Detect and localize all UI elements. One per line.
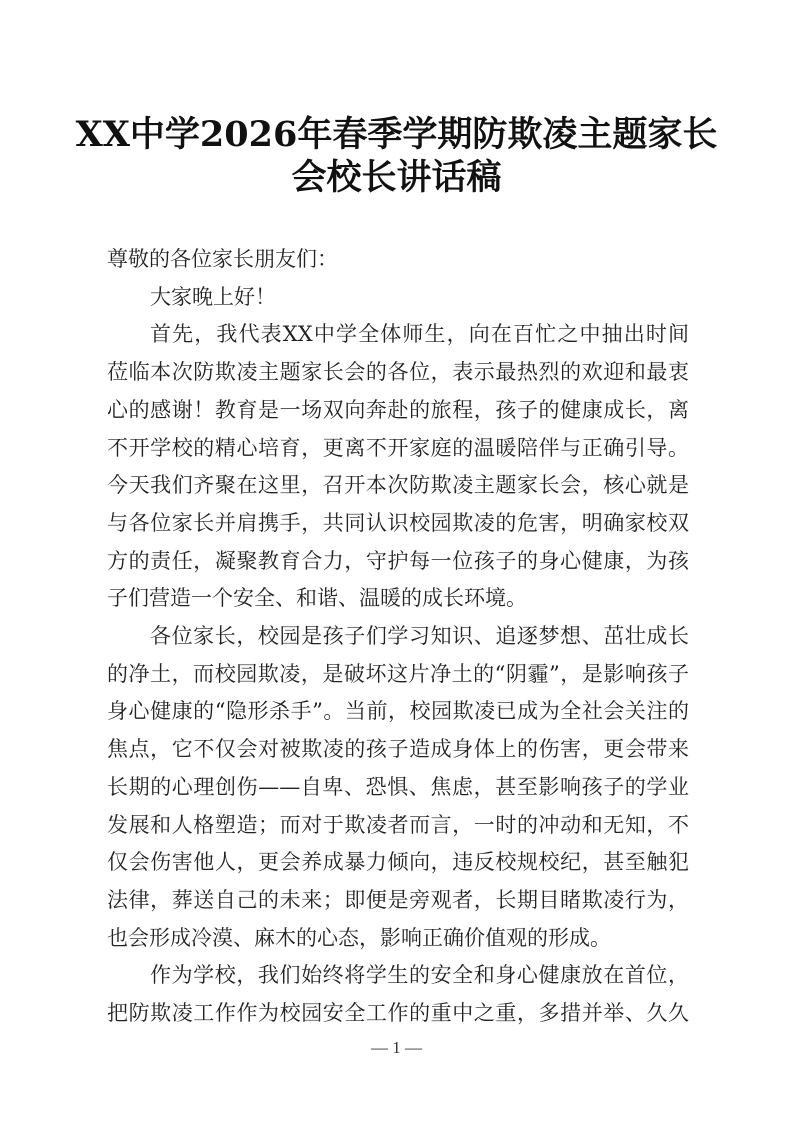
body-text-line: 焦点，它不仅会对被欺凌的孩子造成身体上的伤害，更会带来 bbox=[107, 737, 689, 762]
body-text-line: 身心健康的“隐形杀手”。当前，校园欺凌已成为全社会关注的 bbox=[107, 699, 689, 724]
document-title-line-1: XX中学2026年春季学期防欺凌主题家长 bbox=[75, 114, 718, 155]
body-text-line: 长期的心理创伤——自卑、恐惧、焦虑，甚至影响孩子的学业 bbox=[107, 774, 689, 799]
body-text-line: 莅临本次防欺凌主题家长会的各位，表示最热烈的欢迎和最衷 bbox=[107, 360, 689, 385]
page-number: — 1 — bbox=[371, 1038, 422, 1057]
body-text-line: 仅会伤害他人，更会养成暴力倾向，违反校规校纪，甚至触犯 bbox=[107, 850, 689, 875]
body-text-line: 方的责任，凝聚教育合力，守护每一位孩子的身心健康，为孩 bbox=[107, 548, 689, 573]
body-text-line: 与各位家长并肩携手，共同认识校园欺凌的危害，明确家校双 bbox=[107, 510, 689, 535]
body-text-line: 各位家长，校园是孩子们学习知识、追逐梦想、茁壮成长 bbox=[150, 624, 689, 648]
body-text-line: 首先，我代表XX中学全体师生，向在百忙之中抽出时间 bbox=[150, 322, 689, 347]
body-text-line: 也会形成冷漠、麻木的心态，影响正确价值观的形成。 bbox=[107, 925, 611, 950]
body-text-line: 子们营造一个安全、和谐、温暖的成长环境。 bbox=[107, 586, 527, 611]
body-text-line: 作为学校，我们始终将学生的安全和身心健康放在首位， bbox=[150, 963, 689, 988]
body-text-line: 不开学校的精心培育，更离不开家庭的温暖陪伴与正确引导。 bbox=[107, 435, 689, 460]
body-text-line: 今天我们齐聚在这里，召开本次防欺凌主题家长会，核心就是 bbox=[107, 473, 689, 498]
body-text-line: 大家晚上好！ bbox=[150, 284, 276, 309]
body-text-line: 尊敬的各位家长朋友们： bbox=[107, 247, 338, 271]
body-text-line: 的净土，而校园欺凌，是破坏这片净土的“阴霾”，是影响孩子 bbox=[107, 661, 689, 686]
body-text-line: 发展和人格塑造；而对于欺凌者而言，一时的冲动和无知，不 bbox=[107, 812, 689, 837]
body-text-line: 心的感谢！教育是一场双向奔赴的旅程，孩子的健康成长，离 bbox=[107, 397, 689, 422]
body-text-line: 法律，葬送自己的未来；即便是旁观者，长期目睹欺凌行为， bbox=[107, 887, 689, 912]
document-title-line-2: 会校长讲话稿 bbox=[291, 157, 502, 198]
body-text-line: 把防欺凌工作作为校园安全工作的重中之重，多措并举、久久 bbox=[107, 1001, 689, 1025]
